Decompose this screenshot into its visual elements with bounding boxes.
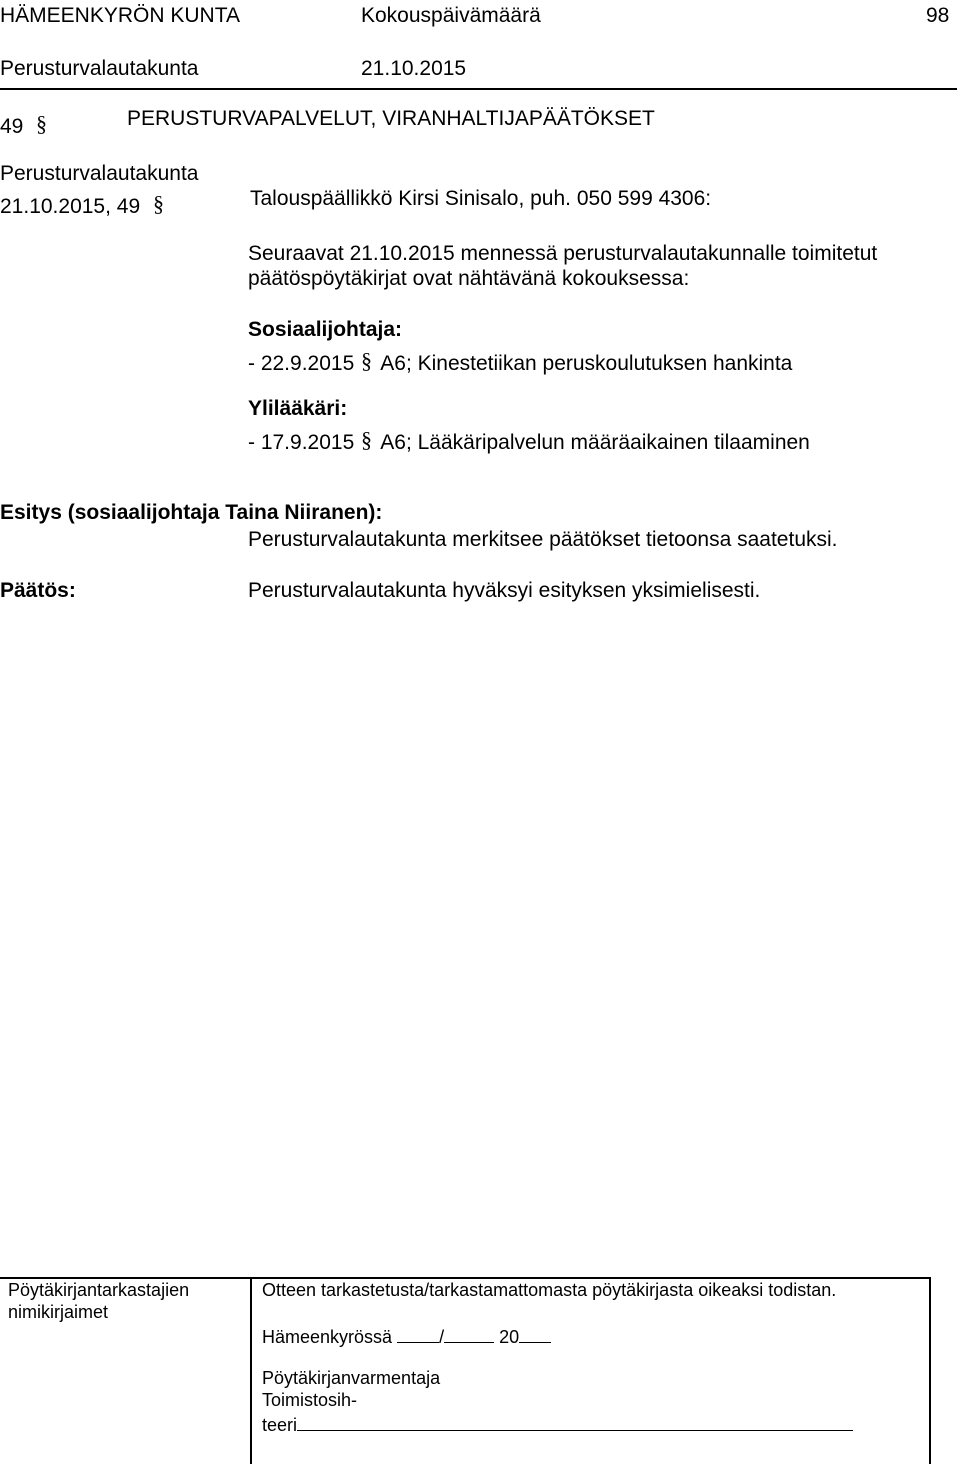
proposal-label: Esitys (sosiaalijohtaja Taina Niiranen): [0,501,383,524]
svg-text:§: § [152,191,164,216]
decision-label: Päätös: [0,579,76,602]
footer-initials-label-line-2: nimikirjaimet [8,1302,109,1322]
meeting-date-label: Kokouspäivämäärä [361,4,541,27]
reference-board: Perusturvalautakunta [0,162,199,185]
footer-verifier: Pöytäkirjanvarmentaja [262,1368,441,1388]
page-number: 98 [926,4,950,27]
decision-text: A6; Kinestetiikan peruskoulutuksen hankinta [380,352,793,375]
section-title: PERUSTURVAPALVELUT, VIRANHALTIJAPÄÄTÖKSET [127,107,655,130]
board-name: Perusturvalautakunta [0,57,199,80]
day-blank [397,1324,439,1343]
footer-title-line-1: Toimistosih- [262,1390,358,1410]
footer-certification: Otteen tarkastetusta/tarkastamattomasta pöytäkirjasta oikeaksi todistan. [262,1280,837,1300]
signature-blank [297,1412,853,1431]
section-sign-icon [360,427,374,453]
intro-line-1: Seuraavat 21.10.2015 mennessä perusturvalautakunnalle toimitetut [248,242,878,265]
footer-slash: / [439,1327,445,1347]
proposal-text: Perusturvalautakunta merkitsee päätökset tietoonsa saatetuksi. [248,528,838,551]
decision-item-1 [248,344,792,376]
decision-item-2 [248,423,810,455]
section-number-line [0,107,55,139]
svg-text:§: § [361,427,373,452]
footer-title-text: teeri [262,1415,298,1435]
section-number: 49 [0,115,24,138]
section-sign-icon [35,111,49,137]
presenter: Talouspäällikkö Kirsi Sinisalo, puh. 050 599 4306: [250,187,712,210]
footer-year-prefix: 20 [499,1327,520,1347]
footer-place: Hämeenkyrössä [262,1327,393,1347]
section-sign-icon [152,191,166,217]
svg-text:§: § [361,348,373,373]
year-blank [519,1324,551,1343]
decision-text: Perusturvalautakunta hyväksyi esityksen yksimielisesti. [248,579,761,602]
intro-line-2: päätöspöytäkirjat ovat nähtävänä kokouksessa: [248,267,690,290]
reference-date-text: 21.10.2015, 49 [0,195,141,218]
footer-place-date-line [262,1324,551,1349]
header-divider [0,88,957,90]
month-blank [444,1324,494,1343]
decision-text: A6; Lääkäripalvelun määräaikainen tilaaminen [380,431,810,454]
meeting-date: 21.10.2015 [361,57,467,80]
footer-title-line-2 [262,1412,853,1437]
decision-heading-social-director: Sosiaalijohtaja: [248,318,403,341]
section-sign-icon [360,348,374,374]
municipality-name: HÄMEENKYRÖN KUNTA [0,4,240,27]
decision-date: - 22.9.2015 [248,352,355,375]
footer-initials-label-line-1: Pöytäkirjantarkastajien [8,1280,190,1300]
decision-heading-chief-physician: Ylilääkäri: [248,397,348,420]
reference-date-item [0,187,172,219]
footer-divider [250,1277,252,1464]
decision-date: - 17.9.2015 [248,431,355,454]
svg-text:§: § [36,111,48,136]
